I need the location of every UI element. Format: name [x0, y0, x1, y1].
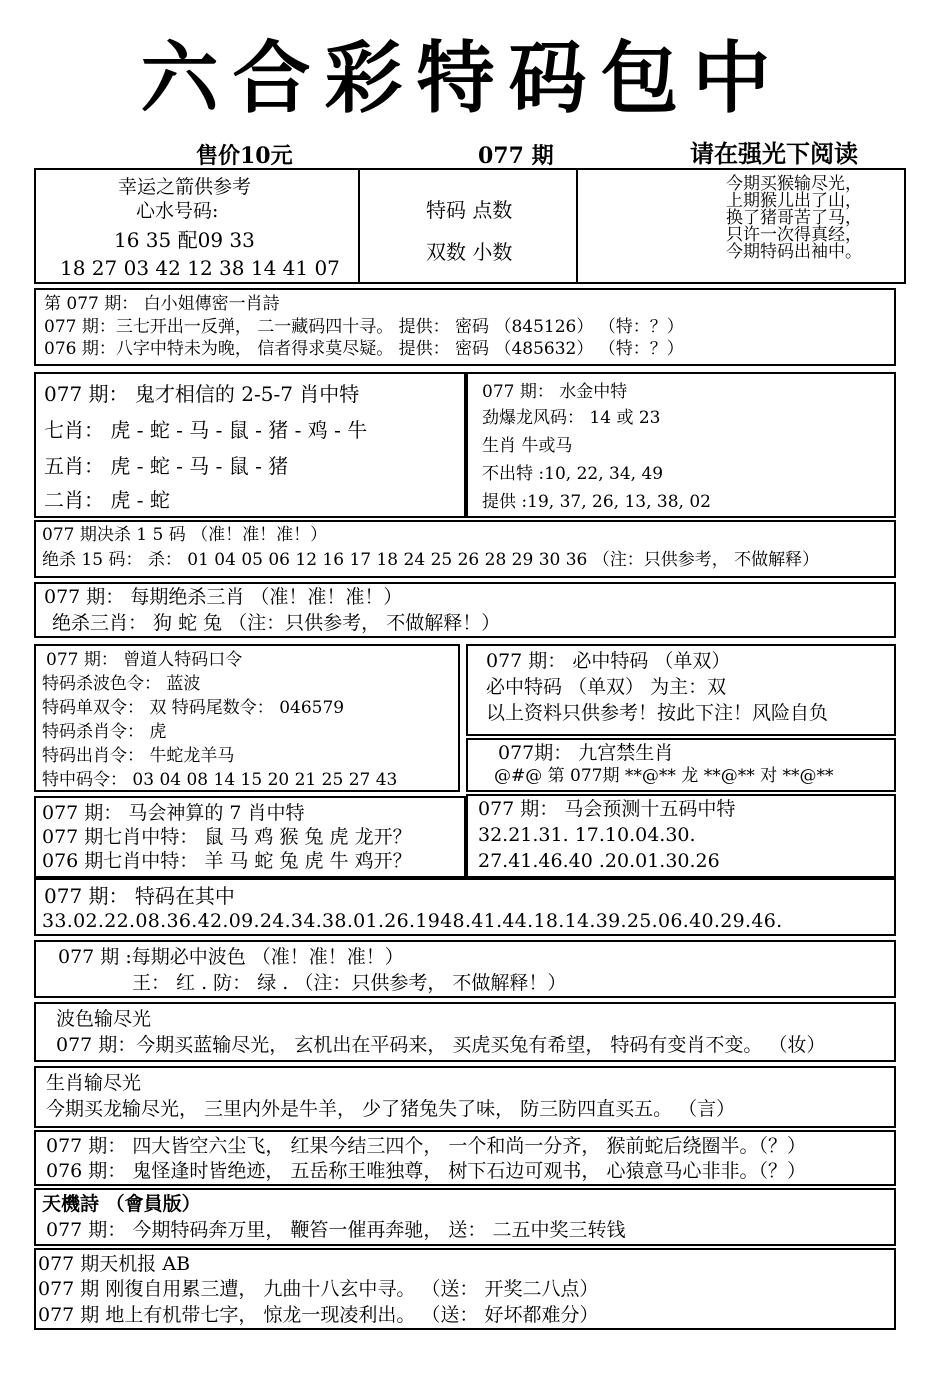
- kill-three-zodiac-panel: [34, 582, 896, 638]
- fifteen-line: 32.21.31. 17.10.04.30.: [478, 824, 696, 846]
- divider: [358, 170, 360, 282]
- kill-numbers: 绝杀 15 码： 杀： 01 04 05 06 12 16 17 18 24 25 26 28 29 30 36 （注：只供参考， 不做解释）: [42, 550, 820, 570]
- divider: [576, 170, 578, 282]
- panel-title: 077 期： 曾道人特码口令: [46, 650, 243, 670]
- tseng-code-panel: [34, 644, 460, 792]
- wave-color-line: 王： 红 . 防： 绿 . （注：只供参考， 不做解释！）: [132, 972, 567, 994]
- color-lose-line: 077 期：今期买蓝输尽光， 玄机出在平码来， 买虎买兔有希望， 特码有变肖不变。 （妆）: [56, 1034, 826, 1056]
- panel-title: 077 期： 水金中特: [482, 382, 628, 402]
- heaven-report-panel: [34, 1248, 896, 1330]
- reading-notice: 请在强光下阅读: [690, 139, 858, 168]
- five-zodiac: 五肖： 虎 - 蛇 - 马 - 鼠 - 猪: [44, 454, 289, 478]
- heart-numbers-2: 18 27 03 42 12 38 14 41 07: [60, 256, 340, 280]
- special-in-panel: [34, 878, 896, 936]
- kill-zodiac: 绝杀三肖： 狗 蛇 兔 （注：只供参考， 不做解释！）: [52, 612, 501, 634]
- report-line: 077 期 刚復自用累三遭， 九曲十八玄中寻。 （送： 开奖二八点）: [38, 1278, 599, 1300]
- parity-line: 必中特码 （单双） 为主：双: [486, 676, 727, 698]
- seven-line: 077 期七肖中特： 鼠 马 鸡 猴 兔 虎 龙开？: [42, 826, 412, 848]
- code-line: 特码杀波色令： 蓝波: [42, 674, 201, 694]
- heaven-poem-panel: [34, 1188, 896, 1246]
- report-line: 077 期 地上有机带七字， 惊龙一现凌利出。 （送： 好坏都难分）: [38, 1304, 599, 1326]
- heaven-poem-line: 077 期： 今期特码奔万里， 鞭笞一催再奔驰， 送： 二五中奖三转钱: [46, 1219, 626, 1241]
- water-gold-panel: [466, 372, 896, 518]
- fifteen-line: 27.41.46.40 .20.01.30.26: [478, 850, 720, 872]
- panel-title: 077 期： 特码在其中: [44, 884, 235, 908]
- palace-line: @#@ 第 077期 **@** 龙 **@** 对 **@**: [494, 766, 834, 786]
- issue-label: 077 期: [478, 143, 554, 169]
- provided-line: 提供 :19, 37, 26, 13, 38, 02: [482, 492, 711, 512]
- panel-title: 天機詩 （會員版）: [42, 1193, 201, 1215]
- jockey-seven-panel: [34, 796, 466, 878]
- code-line: 特码出肖令： 牛蛇龙羊马: [42, 746, 235, 766]
- price-label: 售价10元: [196, 143, 293, 169]
- panel-title: 波色输尽光: [56, 1008, 152, 1030]
- panel-title: 第 077 期： 白小姐傳密一肖詩: [44, 294, 280, 314]
- ghost-zodiac-panel: [34, 372, 466, 518]
- panel-title: 077 期： 每期绝杀三肖 （准！准！准！）: [44, 586, 403, 608]
- heart-numbers-1: 16 35 配09 33: [114, 228, 255, 252]
- panel-title: 077 期 :每期必中波色 （准！准！准！）: [58, 946, 404, 968]
- zodiac-line: 生肖 牛或马: [482, 436, 573, 456]
- dragon-code: 劲爆龙风码： 14 或 23: [482, 408, 661, 428]
- kill-15-panel: [34, 520, 896, 578]
- disclaimer-line: 以上资料只供参考！按此下注！风险自负: [486, 702, 829, 724]
- four-empty-panel: [34, 1130, 896, 1186]
- monkey-poem: 今期买猴输尽光， 上期猴儿出了山， 换了猪哥苦了马， 只许一次得真经， 今期特码出袖中。: [726, 174, 862, 262]
- must-hit-panel: [466, 644, 896, 736]
- zodiac-lose-line: 今期买龙输尽光， 三里内外是牛羊， 少了猪兔失了味， 防三防四直买五。 （言）: [46, 1098, 736, 1120]
- lucky-numbers-panel: [34, 168, 906, 284]
- code-line: 特中码令： 03 04 08 14 15 20 21 25 27 43: [42, 770, 398, 790]
- code-line: 特码杀肖令： 虎: [42, 722, 167, 742]
- code-line: 特码单双令： 双 特码尾数令： 046579: [42, 698, 345, 718]
- white-lady-poem-panel: [34, 288, 896, 366]
- two-zodiac: 二肖： 虎 - 蛇: [44, 488, 170, 512]
- special-numbers: 33.02.22.08.36.42.09.24.34.38.01.26.1948.41.44.18.14.39.25.06.40.29.46.: [42, 910, 783, 932]
- not-special-line: 不出特 :10, 22, 34, 49: [482, 464, 664, 484]
- panel-title: 077 期： 鬼才相信的 2-5-7 肖中特: [44, 382, 360, 406]
- seven-line: 076 期七肖中特： 羊 马 蛇 兔 虎 牛 鸡开？: [42, 850, 412, 872]
- panel-title: 077 期决杀 1 5 码 （准！准！准！）: [42, 525, 328, 545]
- seven-zodiac: 七肖： 虎 - 蛇 - 马 - 鼠 - 猪 - 鸡 - 牛: [44, 418, 368, 442]
- jockey-fifteen-panel: [466, 794, 896, 878]
- panel-title: 077 期天机报 AB: [38, 1253, 191, 1275]
- poem-line: 076 期： 鬼怪逢时皆绝迹， 五岳称王唯独尊， 树下石边可观书， 心猿意马心非非。（？）: [46, 1160, 806, 1182]
- page-title: 六合彩特码包中: [140, 33, 785, 124]
- color-lose-panel: [34, 1002, 896, 1062]
- panel-title: 生肖输尽光: [46, 1072, 142, 1094]
- wave-color-panel: [34, 940, 896, 998]
- poem-line: 077 期： 四大皆空六尘飞， 红果今结三四个， 一个和尚一分齐， 猴前蛇后绕圈半。（？）: [46, 1135, 806, 1157]
- panel-title: 077 期： 马会预测十五码中特: [478, 798, 736, 820]
- heart-label: 心水号码:: [136, 200, 219, 222]
- poem-line: 077 期：三七开出一反弹， 二一藏码四十寻。 提供： 密码 （845126） （特：？）: [44, 317, 684, 337]
- panel-title: 077 期： 必中特码 （单双）: [486, 650, 731, 672]
- nine-palace-panel: [466, 738, 896, 792]
- parity-label: 双数 小数: [426, 240, 513, 264]
- lucky-title: 幸运之箭供参考: [118, 176, 252, 198]
- special-code-label: 特码 点数: [426, 198, 513, 222]
- panel-title: 077期： 九宫禁生肖: [498, 742, 674, 764]
- panel-title: 077 期： 马会神算的 7 肖中特: [42, 802, 305, 824]
- poem-line: 076 期：八字中特未为晚， 信者得求莫尽疑。 提供： 密码 （485632） （特：？）: [44, 339, 684, 359]
- zodiac-lose-panel: [34, 1066, 896, 1128]
